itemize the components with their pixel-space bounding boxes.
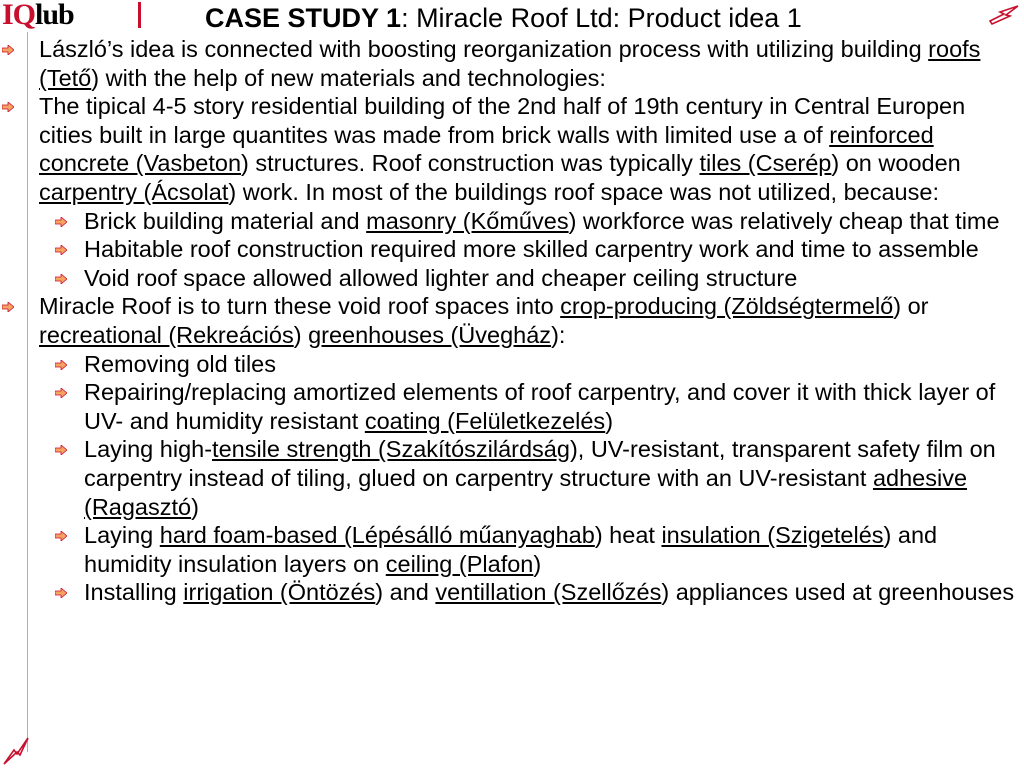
glossary-term: recreational (Rekreációs xyxy=(39,321,294,348)
lightning-bolt-icon xyxy=(2,736,32,766)
glossary-term: greenhouses (Üvegház xyxy=(308,321,552,348)
sub-bullet-item xyxy=(0,435,1024,521)
bullet-text: Laying xyxy=(84,522,160,549)
bullet-text: Void roof space allowed allowed lighter and cheaper ceiling structure xyxy=(84,264,798,291)
bullet-text: Removing old tiles xyxy=(84,350,277,377)
arrow-bullet-icon xyxy=(55,588,67,598)
arrow-bullet-icon xyxy=(55,531,67,541)
iqclub-logo xyxy=(2,0,74,30)
title-rest: : Miracle Roof Ltd: Product idea 1 xyxy=(401,3,802,33)
bullet-text: ) with the help of new materials and technologies: xyxy=(91,64,606,91)
glossary-term: insulation (Szigetelés xyxy=(661,522,884,549)
glossary-term: adhesive (Ragasztó xyxy=(84,464,968,520)
glossary-term: ceiling (Plafon xyxy=(385,550,534,577)
lightning-bolt-icon xyxy=(988,4,1020,26)
bullet-text: ) structures. Roof construction was typically xyxy=(241,150,700,177)
bullet-text: ) workforce was relatively cheap that time xyxy=(568,207,1000,234)
bullet-text: ) work. In most of the buildings roof space was not utilized, because: xyxy=(228,178,939,205)
bullet-text: Habitable roof construction required more skilled carpentry work and time to assemble xyxy=(84,236,979,263)
bullet-text: László’s idea is connected with boosting reorganization process with utilizing building xyxy=(39,36,929,62)
bullet-text: ), UV-resistant, transparent safety film on carpentry instead of tiling, glued on carpentry structure with an UV-resistant xyxy=(84,436,996,491)
glossary-term: irrigation (Öntözés xyxy=(183,579,376,606)
logo-club-text: lub xyxy=(35,0,74,31)
bullet-text: ) xyxy=(293,321,309,348)
glossary-term: tiles (Cserép xyxy=(699,150,832,177)
glossary-term: carpentry (Ácsolat xyxy=(39,178,229,205)
bullet-item xyxy=(0,92,1024,206)
bullet-text: ) appliances used at greenhouses xyxy=(661,579,1015,606)
sub-bullet-item xyxy=(0,207,1024,236)
bullet-text: The tipical 4-5 story residential building of the 2nd half of 19th century in Central Europen cities built in large quantites was made from brick walls with limited use a of xyxy=(39,93,966,148)
title-bold: CASE STUDY 1 xyxy=(205,3,402,33)
sub-bullet-item xyxy=(0,378,1024,435)
arrow-bullet-icon xyxy=(55,360,67,370)
bullet-text: Installing xyxy=(84,579,184,606)
glossary-term: masonry (Kőműves xyxy=(366,207,569,234)
glossary-term: hard foam-based (Lépésálló műanyaghab xyxy=(159,522,595,549)
glossary-term: roofs (Tető xyxy=(39,36,981,91)
bullet-text: Brick building material and xyxy=(84,207,367,234)
slide-title xyxy=(205,2,985,34)
glossary-term: coating (Felületkezelés xyxy=(364,407,606,434)
arrow-bullet-icon xyxy=(55,445,67,455)
glossary-term: tensile strength (Szakítószilárdság xyxy=(212,436,570,463)
arrow-bullet-icon xyxy=(55,274,67,284)
sub-bullet-item xyxy=(0,350,1024,379)
arrow-bullet-icon xyxy=(2,45,14,55)
bullet-text: ) xyxy=(191,493,199,520)
bullet-item xyxy=(0,35,1024,92)
arrow-bullet-icon xyxy=(55,388,67,398)
bullet-text: ) xyxy=(533,550,542,577)
bullet-text: ) heat xyxy=(594,522,662,549)
bullet-item xyxy=(0,292,1024,349)
bullet-text: ) and xyxy=(375,579,436,606)
sub-bullet-item xyxy=(0,521,1024,578)
bullet-text: Laying high- xyxy=(84,436,213,463)
logo-iq-text: IQ xyxy=(2,0,36,31)
sub-bullet-item xyxy=(0,264,1024,293)
arrow-bullet-icon xyxy=(55,245,67,255)
bullet-text: ): xyxy=(551,321,566,348)
bullet-text: ) or xyxy=(893,293,929,320)
slide-body xyxy=(0,35,1024,607)
bullet-text: Miracle Roof is to turn these void roof spaces into xyxy=(39,293,561,320)
arrow-bullet-icon xyxy=(55,217,67,227)
logo-divider xyxy=(138,2,141,28)
bullet-text: ) on wooden xyxy=(831,150,961,177)
bullet-text: ) and humidity insulation layers on xyxy=(84,522,938,577)
glossary-term: ventillation (Szellőzés xyxy=(435,579,662,606)
sub-bullet-item xyxy=(0,235,1024,264)
sub-bullet-item xyxy=(0,578,1024,607)
bullet-text: ) xyxy=(605,407,614,434)
bullet-text: Repairing/replacing amortized elements of roof carpentry, and cover it with thick layer of UV- and humidity resistant xyxy=(84,379,996,434)
glossary-term: reinforced concrete (Vasbeton xyxy=(39,121,934,177)
glossary-term: crop-producing (Zöldségtermelő xyxy=(560,293,894,320)
arrow-bullet-icon xyxy=(2,102,14,112)
arrow-bullet-icon xyxy=(2,302,14,312)
